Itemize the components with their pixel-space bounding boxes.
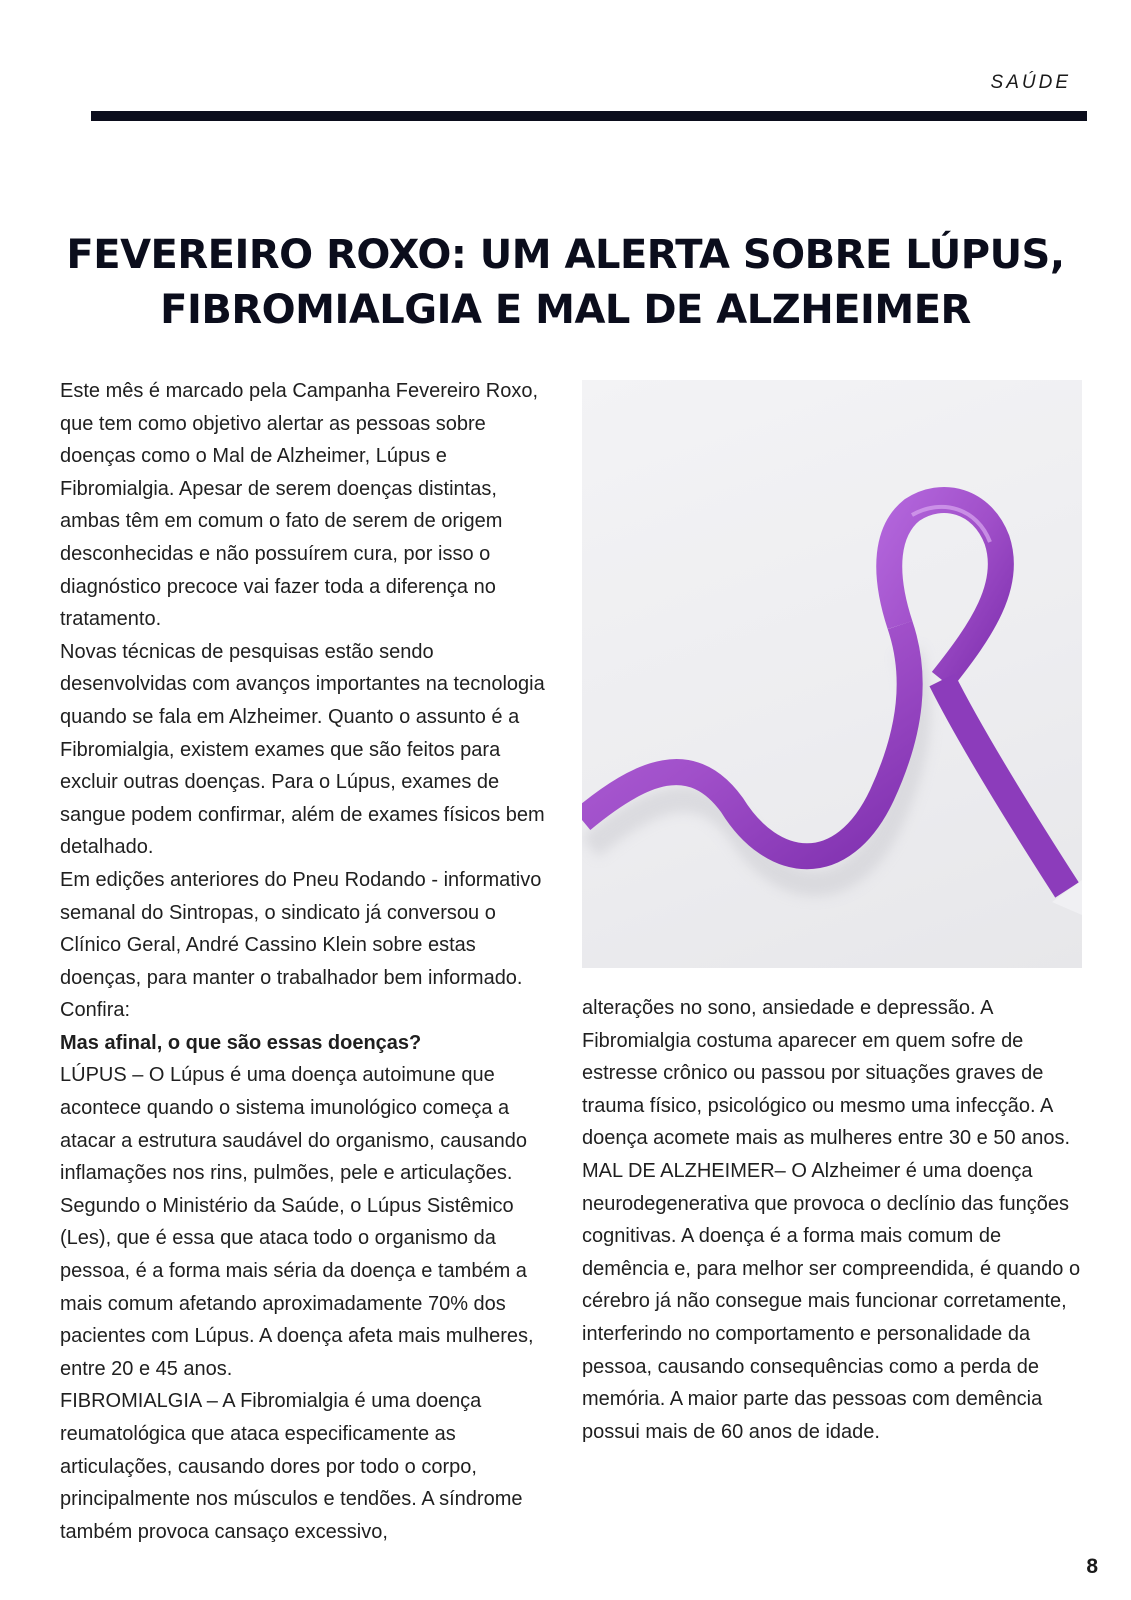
intro-paragraph: Este mês é marcado pela Campanha Fevereiro Roxo, que tem como objetivo alertar as pessoas sobre doenças como o Mal de Alzheimer, Lúpus e Fibromialgia. Apesar de serem doenças distintas, ambas têm em comum o fato de serem de origem desconhecidas e não possuírem cura, por isso o diagnóstico precoce vai fazer toda a diferença no tratamento. bbox=[60, 380, 539, 631]
interview-paragraph: Em edições anteriores do Pneu Rodando - informativo semanal do Sintropas, o sindicato já conversou o Clínico Geral, André Cassino Klein sobre estas doenças, para manter o trabalhador bem informado. Confira: bbox=[60, 868, 542, 1022]
lupus-paragraph: LÚPUS – O Lúpus é uma doença autoimune que acontece quando o sistema imunológico começa a atacar a estrutura saudável do organismo, causando inflamações nos rins, pulmões, pele e articulações. Segundo o Ministério da Saúde, o Lúpus Sistêmico (Les), que é essa que ataca todo o organismo da pessoa, é a forma mais séria da doença e também a mais comum afetando aproximadamente 70% dos pacientes com Lúpus. A doença afeta mais mulheres, entre 20 e 45 anos. bbox=[60, 1064, 534, 1380]
research-paragraph: Novas técnicas de pesquisas estão sendo desenvolvidas com avanços importantes na tecnologia quando se fala em Alzheimer. Quanto o assunto é a Fibromialgia, existem exames que são feitos para excluir outras doenças. Para o Lúpus, exames de sangue podem confirmar, além de exames físicos bem detalhado. bbox=[60, 640, 545, 859]
left-column bbox=[60, 375, 560, 1548]
right-column bbox=[582, 992, 1082, 1448]
purple-ribbon-photo bbox=[582, 380, 1082, 968]
subheading: Mas afinal, o que são essas doenças? bbox=[60, 1031, 422, 1054]
fibromyalgia-continued-paragraph: alterações no sono, ansiedade e depressão. A Fibromialgia costuma aparecer em quem sofre de estresse crônico ou passou por situações graves de trauma físico, psicológico ou mesmo uma infecção. A doença acomete mais as mulheres entre 30 e 50 anos. bbox=[582, 997, 1071, 1150]
section-label: SAÚDE bbox=[990, 72, 1071, 93]
fibromyalgia-paragraph: FIBROMIALGIA – A Fibromialgia é uma doença reumatológica que ataca especificamente as articulações, causando dores por todo o corpo, principalmente nos músculos e tendões. A síndrome também provoca cansaço excessivo, bbox=[60, 1390, 523, 1543]
page-number: 8 bbox=[1086, 1555, 1098, 1578]
header-rule bbox=[91, 111, 1087, 121]
alzheimer-paragraph: MAL DE ALZHEIMER– O Alzheimer é uma doença neurodegenerativa que provoca o declínio das funções cognitivas. A doença é a forma mais comum de demência e, para melhor ser compreendida, é quando o cérebro já não consegue mais funcionar corretamente, interferindo no comportamento e personalidade da pessoa, causando consequências como a perda de memória. A maior parte das pessoas com demência possui mais de 60 anos de idade. bbox=[582, 1159, 1081, 1443]
article-title-line-2: FIBROMIALGIA E MAL DE ALZHEIMER bbox=[160, 287, 971, 333]
article-title-line-1: FEVEREIRO ROXO: UM ALERTA SOBRE LÚPUS, bbox=[66, 232, 1065, 278]
purple-ribbon-icon bbox=[582, 380, 1082, 968]
article-title bbox=[60, 228, 1071, 338]
